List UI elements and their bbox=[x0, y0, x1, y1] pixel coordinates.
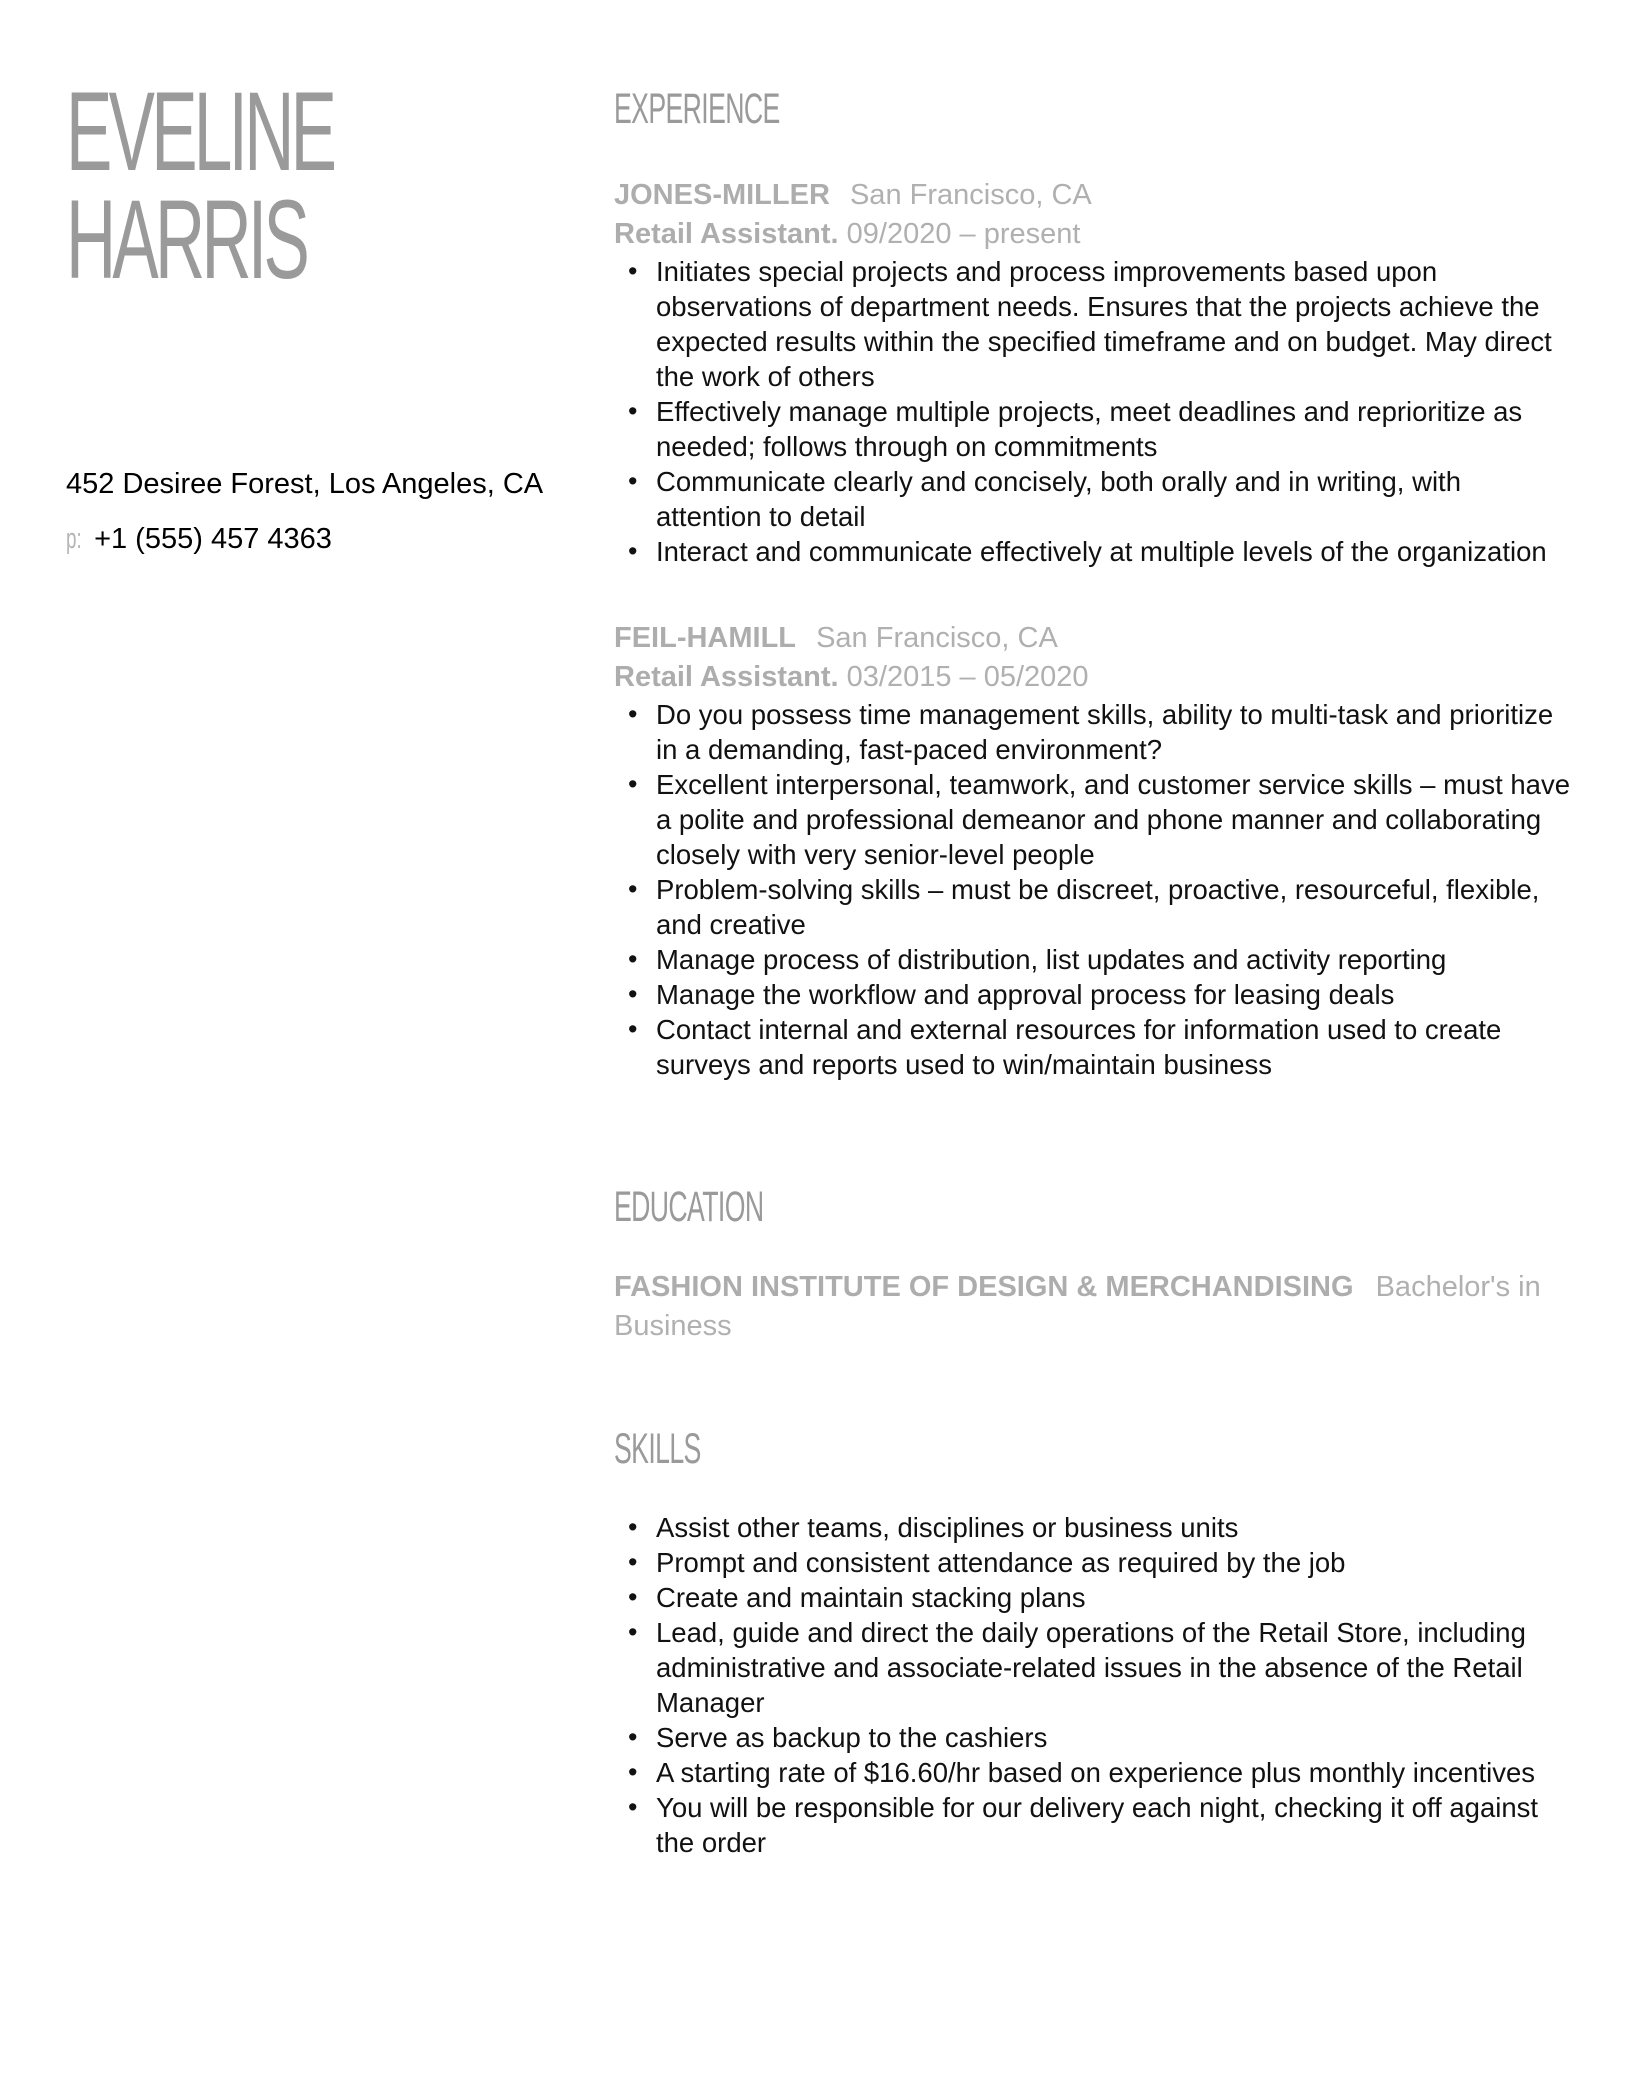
school-name: FASHION INSTITUTE OF DESIGN & MERCHANDISING bbox=[614, 1271, 1354, 1303]
skill-item: • Lead, guide and direct the daily operations of the Retail Store, including administrative and associate-related issues in the absence of the Retail Manager bbox=[614, 1615, 1574, 1720]
bullet-item: • Manage the workflow and approval process for leasing deals bbox=[614, 977, 1574, 1012]
job-dates: 03/2015 – 05/2020 bbox=[846, 661, 1089, 693]
candidate-name bbox=[66, 69, 334, 302]
job-dates: 09/2020 – present bbox=[846, 218, 1081, 250]
company-name: JONES-MILLER bbox=[614, 179, 830, 211]
bullet-item: • Excellent interpersonal, teamwork, and customer service skills – must have a polite and professional demeanor and phone manner and collaborating closely with very senior-level people bbox=[614, 767, 1574, 872]
contact-info bbox=[66, 464, 543, 559]
bullet-item: • Initiates special projects and process improvements based upon observations of department needs. Ensures that the projects achieve the expected results within the specified timeframe and on budget. May direct the work of others bbox=[614, 254, 1574, 394]
bullet-item: • Communicate clearly and concisely, both orally and in writing, with attention to detail bbox=[614, 464, 1574, 534]
address: 452 Desiree Forest, Los Angeles, CA bbox=[66, 468, 544, 500]
skill-item: • You will be responsible for our delivery each night, checking it off against the order bbox=[614, 1790, 1574, 1860]
phone-line bbox=[66, 519, 543, 559]
bullet-item: • Manage process of distribution, list updates and activity reporting bbox=[614, 942, 1574, 977]
section-title-skills: SKILLS bbox=[614, 1425, 701, 1473]
bullet-item: • Effectively manage multiple projects, meet deadlines and reprioritize as needed; follows through on commitments bbox=[614, 394, 1574, 464]
education-entry bbox=[614, 1268, 1554, 1346]
job-location: San Francisco, CA bbox=[816, 622, 1058, 654]
role-line bbox=[614, 215, 1574, 254]
first-name: EVELINE bbox=[66, 69, 334, 194]
role-line bbox=[614, 658, 1574, 697]
last-name: HARRIS bbox=[66, 177, 307, 302]
skills-section bbox=[614, 1424, 1574, 1860]
bullet-item: • Do you possess time management skills, ability to multi-task and prioritize in a demanding, fast-paced environment? bbox=[614, 697, 1574, 767]
job-bullets bbox=[614, 254, 1574, 569]
job-bullets bbox=[614, 697, 1574, 1082]
job-location: San Francisco, CA bbox=[849, 179, 1092, 211]
employer-line bbox=[614, 619, 1574, 658]
education-section bbox=[614, 1182, 1574, 1346]
bullet-item: • Interact and communicate effectively at multiple levels of the organization bbox=[614, 534, 1574, 569]
phone-prefix: p: bbox=[66, 523, 82, 555]
section-title-experience: EXPERIENCE bbox=[614, 85, 780, 133]
skill-item: • Serve as backup to the cashiers bbox=[614, 1720, 1574, 1755]
job-entry bbox=[614, 176, 1574, 569]
skill-item: • Create and maintain stacking plans bbox=[614, 1580, 1574, 1615]
main-column bbox=[614, 84, 1574, 1860]
experience-section bbox=[614, 84, 1574, 1082]
job-entry bbox=[614, 619, 1574, 1082]
job-role: Retail Assistant. bbox=[614, 661, 839, 693]
employer-line bbox=[614, 176, 1574, 215]
company-name: FEIL-HAMILL bbox=[614, 622, 797, 654]
skill-item: • Assist other teams, disciplines or business units bbox=[614, 1510, 1574, 1545]
degree: Bachelor's in Business bbox=[614, 1271, 1541, 1342]
bullet-item: • Contact internal and external resources for information used to create surveys and reports used to win/maintain business bbox=[614, 1012, 1574, 1082]
skills-list bbox=[614, 1510, 1574, 1860]
skill-item: • Prompt and consistent attendance as required by the job bbox=[614, 1545, 1574, 1580]
job-role: Retail Assistant. bbox=[614, 218, 839, 250]
section-title-education: EDUCATION bbox=[614, 1183, 764, 1231]
phone-number: +1 (555) 457 4363 bbox=[94, 523, 332, 555]
bullet-item: • Problem-solving skills – must be discreet, proactive, resourceful, flexible, and creative bbox=[614, 872, 1574, 942]
skill-item: • A starting rate of $16.60/hr based on experience plus monthly incentives bbox=[614, 1755, 1574, 1790]
